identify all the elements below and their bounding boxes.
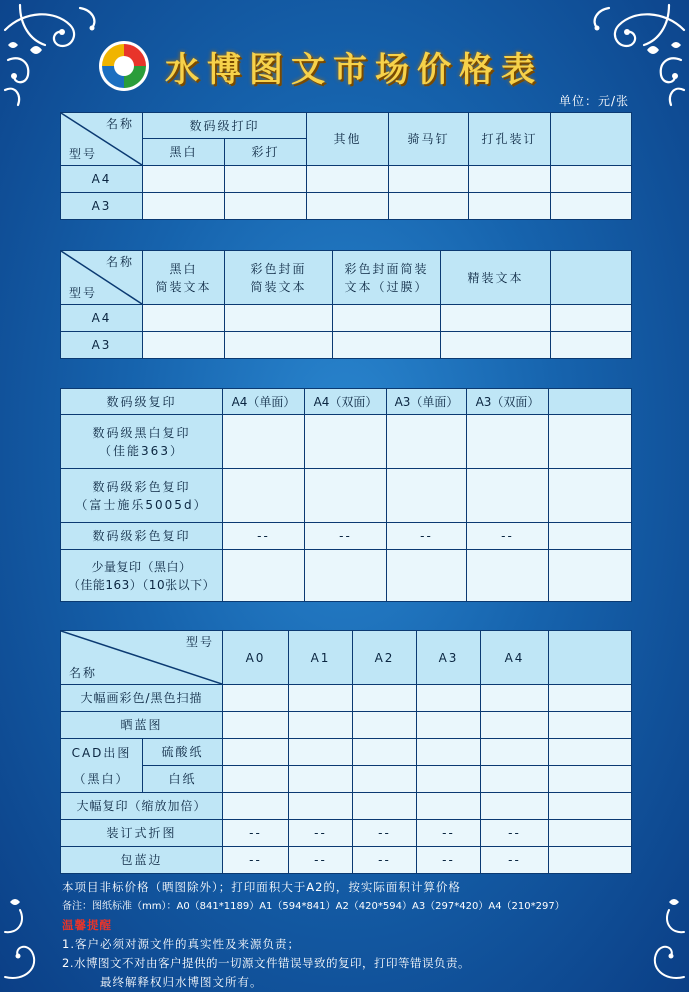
unit-label: 单位：元/张 <box>558 94 629 108</box>
corner-ornament-top-left <box>0 0 110 110</box>
final-statement: 最终解释权归水博图文所有。 <box>100 975 263 989</box>
col-header: 彩色封面 简装文本 <box>225 251 333 305</box>
col-header: 黑白 简装文本 <box>143 251 225 305</box>
row-label: 数码级彩色复印 （富士施乐5005d） <box>61 469 223 523</box>
col-header: A3（双面） <box>467 389 549 415</box>
table-row <box>61 793 632 820</box>
row-label: 数码级彩色复印 <box>61 523 223 550</box>
corner-header <box>61 113 143 166</box>
digital-print-table <box>60 112 632 220</box>
table-row <box>61 469 632 523</box>
row-label: 晒蓝图 <box>61 712 223 739</box>
col-header: A2 <box>353 631 417 685</box>
table-row <box>61 166 632 193</box>
table-row <box>61 550 632 602</box>
table-row <box>61 739 632 766</box>
corner-bottom-label: 名称 <box>69 666 98 680</box>
table-row <box>61 685 632 712</box>
table-row <box>61 193 632 220</box>
corner-top-label: 名称 <box>105 117 134 131</box>
notes-section <box>62 878 662 992</box>
copy-table <box>60 388 632 602</box>
col-header: A4（双面） <box>305 389 387 415</box>
row-label: 装订式折图 <box>61 820 223 847</box>
col-header: A3（单面） <box>387 389 467 415</box>
row-label: A3 <box>61 193 143 220</box>
page-title: 水博图文市场价格表 <box>165 50 543 90</box>
col-header <box>549 389 632 415</box>
table-row <box>61 766 632 793</box>
sub-header: 黑白 <box>143 139 225 166</box>
col-header: A4 <box>481 631 549 685</box>
col-header <box>549 631 632 685</box>
row-label: 少量复印（黑白） （佳能163）（10张以下） <box>61 550 223 602</box>
row-label: 数码级黑白复印 （佳能363） <box>61 415 223 469</box>
row-label: 大幅复印（缩放加倍） <box>61 793 223 820</box>
paper-size-note: 备注：图纸标准（mm）：A0（841*1189）A1（594*841）A2（420*594）A3（297*420）A4（210*297） <box>62 901 565 912</box>
corner-header <box>61 251 143 305</box>
reminder-item: 2.水博图文不对由客户提供的一切源文件错误导致的复印，打印等错误负责。 <box>62 956 470 970</box>
brand-logo <box>98 40 150 92</box>
col-header: 精装文本 <box>441 251 551 305</box>
corner-ornament-bottom-left <box>0 892 60 992</box>
note-line: 本项目非标价格（晒图除外）；打印面积大于A2的，按实际面积计算价格 <box>62 880 461 894</box>
col-header <box>551 113 632 166</box>
col-header <box>551 251 632 305</box>
table-row <box>61 332 632 359</box>
row-label: 大幅画彩色/黑色扫描 <box>61 685 223 712</box>
table-row: 包蓝边 -- -- -- -- -- <box>61 847 632 874</box>
sub-row-label: 白纸 <box>143 766 223 793</box>
table-row <box>61 712 632 739</box>
col-header: A1 <box>289 631 353 685</box>
corner-bottom-label: 型号 <box>69 286 98 300</box>
reminder-item: 1.客户必须对源文件的真实性及来源负责； <box>62 937 300 951</box>
table-row <box>61 305 632 332</box>
col-header: 其他 <box>307 113 389 166</box>
corner-top-label: 型号 <box>185 635 214 649</box>
sub-header: 彩打 <box>225 139 307 166</box>
row-label: CAD出图 （黑白） <box>61 739 143 793</box>
col-header: 彩色封面简装 文本（过膜） <box>333 251 441 305</box>
col-header: 骑马钉 <box>389 113 469 166</box>
row-label: A4 <box>61 305 143 332</box>
row-label: A4 <box>61 166 143 193</box>
corner-header <box>61 631 223 685</box>
col-header: 数码级复印 <box>61 389 223 415</box>
col-header: A0 <box>223 631 289 685</box>
row-label: 包蓝边 <box>61 847 223 874</box>
corner-top-label: 名称 <box>105 255 134 269</box>
reminder-heading: 温馨提醒 <box>62 918 112 932</box>
table-row: 装订式折图 -- -- -- -- -- <box>61 820 632 847</box>
corner-bottom-label: 型号 <box>69 147 98 161</box>
group-header: 数码级打印 <box>143 113 307 139</box>
col-header: A3 <box>417 631 481 685</box>
row-label: A3 <box>61 332 143 359</box>
sub-row-label: 硫酸纸 <box>143 739 223 766</box>
col-header: 打孔装订 <box>469 113 551 166</box>
table-row <box>61 415 632 469</box>
table-row: 数码级彩色复印 -- -- -- -- <box>61 523 632 550</box>
large-format-table <box>60 630 632 874</box>
binding-table <box>60 250 632 359</box>
col-header: A4（单面） <box>223 389 305 415</box>
